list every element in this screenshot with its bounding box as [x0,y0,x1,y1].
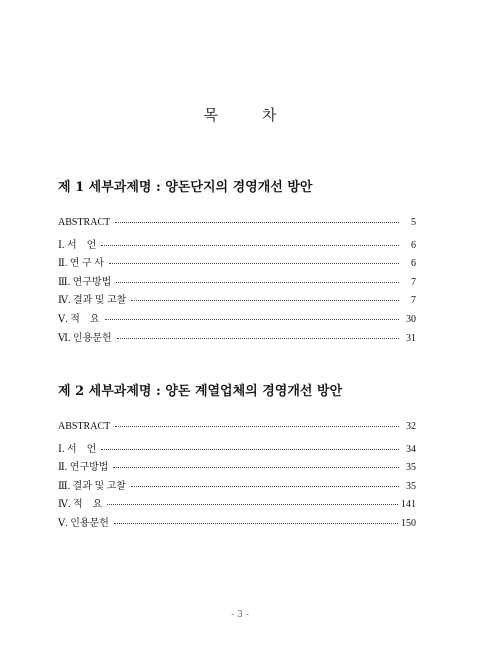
toc-entry[interactable] [58,254,416,273]
toc-section-1 [58,176,416,347]
dot-leader [131,486,399,487]
toc-entry[interactable] [58,514,416,533]
toc-entry-label: Ⅳ. 적 요 [58,499,103,511]
dot-leader [107,504,398,505]
toc-entry[interactable] [58,217,416,236]
section-heading: 제 2 세부과제명 : 양돈 계열업체의 경영개선 방안 [58,384,343,399]
dot-leader [117,338,399,339]
toc-entry[interactable] [58,440,416,459]
toc-entry-label: Ⅰ. 서 언 [58,443,97,455]
toc-title [0,104,480,125]
toc-entry-list [58,421,416,533]
toc-entry-page: 141 [401,499,416,511]
dot-leader [101,449,399,450]
toc-entry-label: Ⅰ. 서 언 [58,239,97,251]
toc-entry-page: 7 [411,295,416,307]
toc-entry-page: 32 [406,421,416,432]
toc-entry[interactable] [58,291,416,310]
toc-entry-page: 34 [406,443,416,455]
toc-entry-page: 7 [411,276,416,288]
toc-entry-page: 35 [406,462,416,474]
dot-leader [113,467,399,468]
toc-entry[interactable] [58,310,416,329]
toc-entry-page: 5 [411,217,416,228]
toc-entry-label: Ⅵ. 인용문헌 [58,332,112,344]
toc-entry-page: 30 [406,313,416,325]
toc-entry-page: 31 [406,332,416,344]
toc-entry-list [58,217,416,347]
section-heading: 제 1 세부과제명 : 양돈단지의 경영개선 방안 [58,180,313,195]
toc-entry[interactable] [58,236,416,255]
toc-entry[interactable] [58,273,416,292]
page-number: - 3 - [231,610,249,620]
toc-entry-label: Ⅱ. 연 구 사 [58,258,104,270]
toc-entry-label: Ⅲ. 연구방법 [58,276,112,288]
toc-entry-label: Ⅴ. 적 요 [58,313,100,325]
dot-leader [131,300,399,301]
toc-entry[interactable] [58,458,416,477]
toc-entry-label: ABSTRACT [58,217,111,228]
toc-entry[interactable] [58,477,416,496]
dot-leader [105,319,399,320]
toc-entry-label: Ⅴ. 인용문헌 [58,517,109,529]
toc-entry-label: Ⅳ. 결과 및 고찰 [58,295,127,307]
dot-leader [115,222,399,223]
toc-section-2 [58,380,416,533]
toc-entry-page: 150 [401,517,416,529]
toc-entry[interactable] [58,495,416,514]
toc-entry[interactable] [58,421,416,440]
toc-entry-label: Ⅲ. 결과 및 고찰 [58,480,126,492]
toc-title-char-2: 차 [262,106,277,124]
dot-leader [101,245,399,246]
toc-title-char-1: 목 [203,106,218,124]
toc-entry-label: Ⅱ. 연구방법 [58,462,109,474]
dot-leader [116,282,399,283]
toc-entry-page: 6 [411,239,416,251]
dot-leader [114,523,398,524]
toc-entry[interactable] [58,329,416,348]
toc-entry-label: ABSTRACT [58,421,111,432]
dot-leader [115,426,399,427]
toc-entry-page: 35 [406,480,416,492]
toc-entry-page: 6 [411,258,416,270]
dot-leader [109,263,399,264]
